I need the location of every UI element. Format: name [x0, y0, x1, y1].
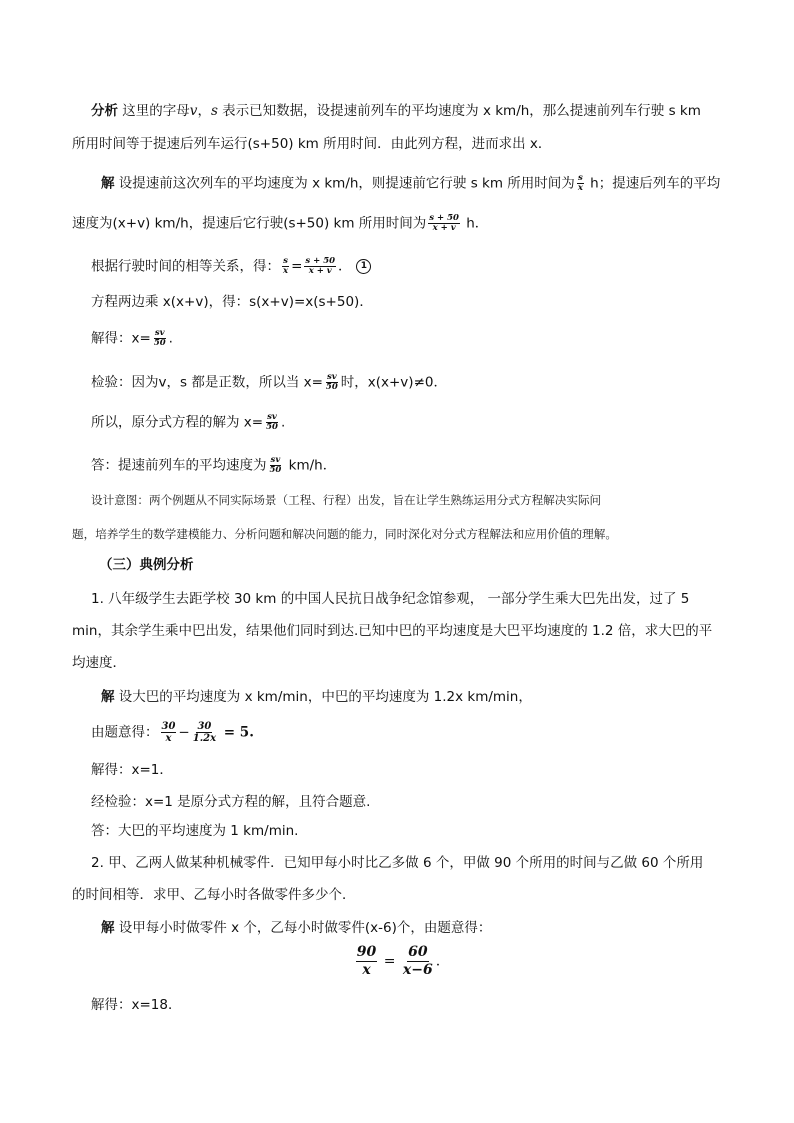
- example2-solution-label: 解: [101, 920, 115, 936]
- example1-solution-label: 解: [101, 689, 115, 705]
- fraction-90-over-x: $\frac{90}{x}$: [356, 944, 377, 978]
- example1-solution-line-1: 解 设大巴的平均速度为 x km/min，中巴的平均速度为 1.2x km/min，: [101, 689, 532, 705]
- circled-number-1: 1: [356, 259, 371, 274]
- solution-line-4: 方程两边乘 x(x+v)，得：s(x+v)=x(s+50)．: [91, 294, 373, 310]
- fraction-time-after: $\frac{s + 50}{x + v}$: [429, 213, 459, 233]
- example1-line-1: 1. 八年级学生去距学校 30 km 的中国人民抗日战争纪念馆参观， 一部分学生乘大巴先出发，过了 5: [91, 591, 690, 607]
- solution-line-7: 所以，原分式方程的解为 x= $\frac{sv}{50}$ .: [91, 412, 286, 432]
- example2-line-1: 2. 甲、乙两人做某种机械零件．已知甲每小时比乙多做 6 个，甲做 90 个所用的时间与乙做 60 个所用: [91, 855, 704, 871]
- fraction-30-over-1-2x: $\frac{30}{1.2x}$: [192, 721, 217, 744]
- design-note-line-2: 题，培养学生的数学建模能力、分析问题和解决问题的能力，同时深化对分式方程解法和应用价值的理解。: [72, 527, 617, 541]
- equation-rhs: $\frac{s + 50}{x + v}$: [305, 256, 336, 276]
- solution-answer: 答：提速前列车的平均速度为 $\frac{sv}{50}$ km/h．: [91, 455, 337, 475]
- example2-solution-line-1: 解 设甲每小时做零件 x 个，乙每小时做零件(x-6)个，由题意得：: [101, 920, 492, 936]
- fraction-sv-over-50: $\frac{sv}{50}$: [269, 455, 282, 475]
- fraction-sv-over-50: $\frac{sv}{50}$: [325, 372, 338, 392]
- analysis-label: 分析: [91, 103, 118, 119]
- example2-solution-line-2: 解得：x=18．: [91, 997, 182, 1013]
- example1-line-3: 均速度．: [72, 655, 126, 671]
- fraction-sv-over-50: $\frac{sv}{50}$: [153, 328, 166, 348]
- solution-line-2: 速度为(x+v) km/h，提速后它行驶(s+50) km 所用时间为 $\frac{s + 50}{x + v}$ h．: [72, 213, 489, 233]
- solution-label: 解: [101, 175, 115, 192]
- fraction-30-over-x: $\frac{30}{x}$: [161, 721, 176, 744]
- example1-answer: 答：大巴的平均速度为 1 km/min.: [91, 823, 299, 839]
- fraction-60-over-x-minus-6: $\frac{60}{x-6}$: [402, 944, 433, 978]
- analysis-line-2: 所用时间等于提速后列车运行(s+50) km 所用时间．由此列方程，进而求出 x．: [72, 136, 552, 152]
- example1-line-2: min，其余学生乘中巴出发，结果他们同时到达.已知中巴的平均速度是大巴平均速度的 1.2 倍，求大巴的平: [72, 623, 713, 639]
- fraction-sv-over-50: $\frac{sv}{50}$: [266, 412, 278, 432]
- equation-lhs: $\frac{s}{x}$: [283, 256, 289, 276]
- example1-solution-line-4: 经检验：x=1 是原分式方程的解，且符合题意.: [91, 794, 371, 810]
- example2-line-2: 的时间相等．求甲、乙每小时各做零件多少个．: [72, 887, 356, 903]
- solution-line-6: 检验：因为v，s 都是正数，所以当 x= $\frac{sv}{50}$ 时，x(x+v)≠0．: [91, 372, 447, 392]
- solution-line-5: 解得：x= $\frac{sv}{50}$ .: [91, 328, 173, 348]
- example1-equation: 由题意得： $\frac{30}{x}$ − $\frac{30}{1.2x}$ = 5.: [91, 721, 254, 744]
- solution-line-1: 解 设提速前这次列车的平均速度为 x km/h，则提速前它行驶 s km 所用时间为 $\frac{s}{x}$ h；提速后列车的平均: [101, 173, 721, 193]
- solution-equation-line: 根据行驶时间的相等关系，得： $\frac{s}{x}$ = $\frac{s + 50}{x + v}$ . 1: [91, 257, 371, 276]
- section-title: （三）典例分析: [99, 557, 194, 573]
- design-note-line-1: 设计意图：两个例题从不同实际场景（工程、行程）出发，旨在让学生熟练运用分式方程解决实际问: [91, 493, 602, 507]
- analysis-line-1: 分析 这里的字母v，s 表示已知数据，设提速前列车的平均速度为 x km/h，那么提速前列车行驶 s km: [91, 103, 701, 119]
- fraction-s-over-x: $\frac{s}{x}$: [577, 173, 583, 193]
- example1-solution-line-3: 解得：x=1．: [91, 762, 173, 778]
- example2-equation: $\frac{90}{x}$ = $\frac{60}{x-6}$ .: [356, 944, 441, 978]
